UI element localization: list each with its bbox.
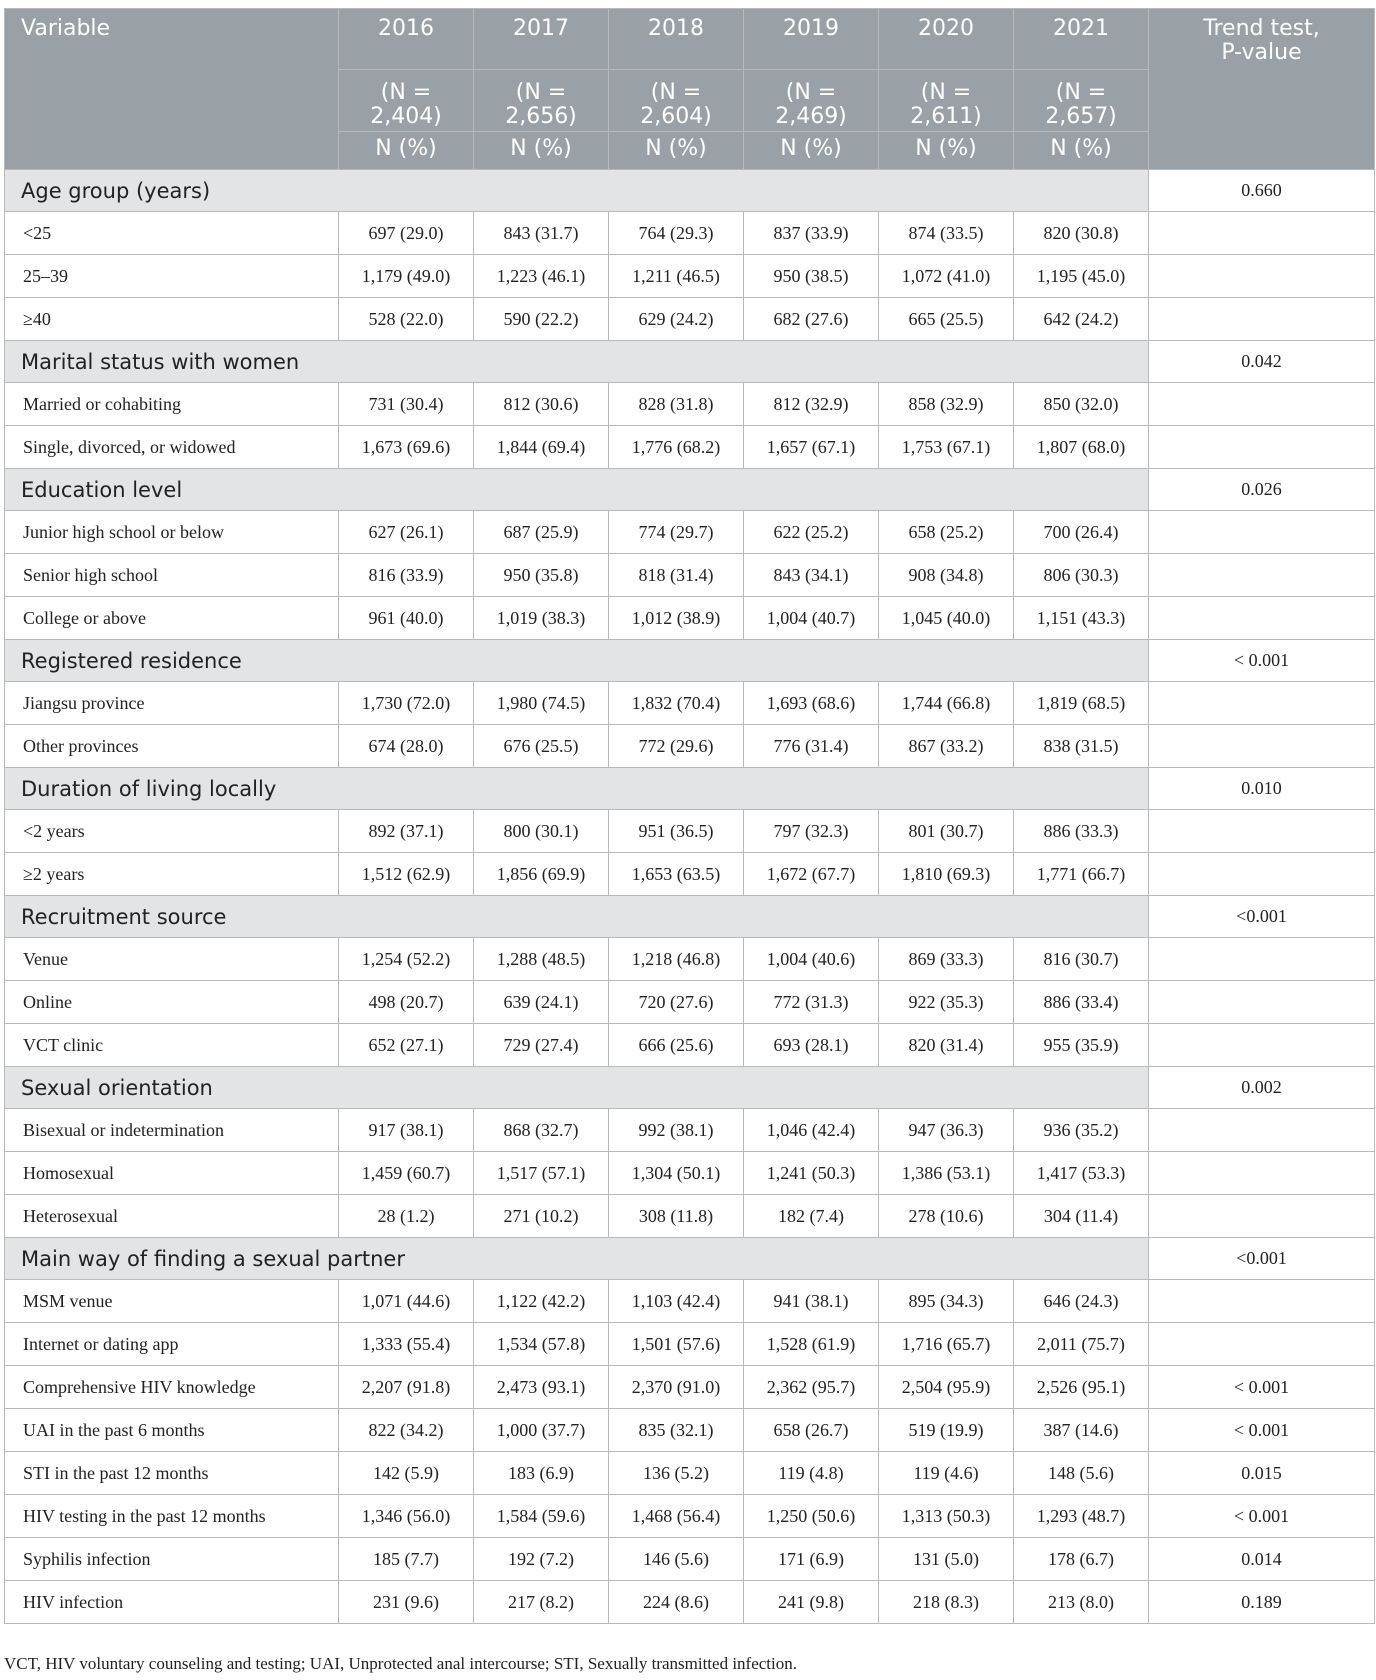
cell-value: 1,716 (65.7): [879, 1323, 1014, 1366]
group-header-row: [5, 170, 1375, 212]
cell-p-value: 0.189: [1149, 1581, 1375, 1624]
cell-value: 1,004 (40.7): [744, 597, 879, 640]
cell-value: 1,346 (56.0): [339, 1495, 474, 1538]
cell-p-value: [1149, 597, 1375, 640]
cell-value: 700 (26.4): [1014, 511, 1149, 554]
cell-value: 806 (30.3): [1014, 554, 1149, 597]
cell-value: 217 (8.2): [474, 1581, 609, 1624]
cell-value: 224 (8.6): [609, 1581, 744, 1624]
cell-value: 837 (33.9): [744, 212, 879, 255]
cell-value: 271 (10.2): [474, 1195, 609, 1238]
table-footnote: VCT, HIV voluntary counseling and testing; UAI, Unprotected anal intercourse; STI, Sexually transmitted infection.: [4, 1654, 797, 1673]
header-year: 2020: [879, 9, 1014, 70]
sample-size-value: 2,656): [505, 104, 577, 129]
header-unit: N (%): [879, 132, 1014, 170]
cell-value: 850 (32.0): [1014, 383, 1149, 426]
cell-value: 1,386 (53.1): [879, 1152, 1014, 1195]
table-row: [5, 1152, 1375, 1195]
cell-value: 951 (36.5): [609, 810, 744, 853]
cell-value: 764 (29.3): [609, 212, 744, 255]
table-row: [5, 1109, 1375, 1152]
cell-value: 1,771 (66.7): [1014, 853, 1149, 896]
cell-value: 992 (38.1): [609, 1109, 744, 1152]
cell-value: 1,459 (60.7): [339, 1152, 474, 1195]
table-row: [5, 426, 1375, 469]
header-sample-size: [339, 70, 474, 132]
group-p-value: 0.660: [1149, 170, 1375, 212]
cell-value: 697 (29.0): [339, 212, 474, 255]
cell-value: 1,019 (38.3): [474, 597, 609, 640]
cell-value: 947 (36.3): [879, 1109, 1014, 1152]
cell-value: 2,504 (95.9): [879, 1366, 1014, 1409]
header-trend-line2: P-value: [1221, 40, 1302, 65]
cell-p-value: < 0.001: [1149, 1409, 1375, 1452]
cell-value: 1,807 (68.0): [1014, 426, 1149, 469]
cell-value: 1,980 (74.5): [474, 682, 609, 725]
cell-value: 1,657 (67.1): [744, 426, 879, 469]
cell-value: 2,526 (95.1): [1014, 1366, 1149, 1409]
cell-value: 1,744 (66.8): [879, 682, 1014, 725]
table-row: [5, 298, 1375, 341]
row-label: Single, divorced, or widowed: [5, 426, 339, 469]
cell-value: 895 (34.3): [879, 1280, 1014, 1323]
cell-p-value: [1149, 853, 1375, 896]
cell-value: 308 (11.8): [609, 1195, 744, 1238]
row-label: Syphilis infection: [5, 1538, 339, 1581]
group-label: Duration of living locally: [5, 768, 1149, 810]
cell-value: 812 (32.9): [744, 383, 879, 426]
group-p-value: 0.002: [1149, 1067, 1375, 1109]
cell-value: 774 (29.7): [609, 511, 744, 554]
cell-value: 818 (31.4): [609, 554, 744, 597]
row-label: VCT clinic: [5, 1024, 339, 1067]
cell-value: 119 (4.6): [879, 1452, 1014, 1495]
header-year: 2018: [609, 9, 744, 70]
cell-value: 142 (5.9): [339, 1452, 474, 1495]
header-unit: N (%): [339, 132, 474, 170]
cell-p-value: [1149, 255, 1375, 298]
table-row: [5, 981, 1375, 1024]
header-variable: Variable: [5, 9, 339, 170]
group-p-value: <0.001: [1149, 1238, 1375, 1280]
cell-value: 955 (35.9): [1014, 1024, 1149, 1067]
cell-value: 1,528 (61.9): [744, 1323, 879, 1366]
cell-value: 1,819 (68.5): [1014, 682, 1149, 725]
group-label: Age group (years): [5, 170, 1149, 212]
sample-size-value: 2,657): [1045, 104, 1117, 129]
cell-value: 1,241 (50.3): [744, 1152, 879, 1195]
row-label: Comprehensive HIV knowledge: [5, 1366, 339, 1409]
table-row: [5, 938, 1375, 981]
table-row: [5, 1195, 1375, 1238]
cell-value: 652 (27.1): [339, 1024, 474, 1067]
cell-value: 772 (31.3): [744, 981, 879, 1024]
cell-value: 28 (1.2): [339, 1195, 474, 1238]
cell-value: 1,672 (67.7): [744, 853, 879, 896]
cell-value: 218 (8.3): [879, 1581, 1014, 1624]
cell-value: 1,012 (38.9): [609, 597, 744, 640]
cell-value: 729 (27.4): [474, 1024, 609, 1067]
cell-value: 1,045 (40.0): [879, 597, 1014, 640]
row-label: Bisexual or indetermination: [5, 1109, 339, 1152]
cell-value: 720 (27.6): [609, 981, 744, 1024]
header-year: 2019: [744, 9, 879, 70]
row-label: ≥40: [5, 298, 339, 341]
row-label: MSM venue: [5, 1280, 339, 1323]
row-label: STI in the past 12 months: [5, 1452, 339, 1495]
row-label: ≥2 years: [5, 853, 339, 896]
cell-value: 622 (25.2): [744, 511, 879, 554]
cell-value: 1,254 (52.2): [339, 938, 474, 981]
cell-value: 146 (5.6): [609, 1538, 744, 1581]
sample-size-value: 2,604): [640, 104, 712, 129]
cell-value: 590 (22.2): [474, 298, 609, 341]
table-row: [5, 853, 1375, 896]
cell-value: 1,313 (50.3): [879, 1495, 1014, 1538]
cell-value: 1,000 (37.7): [474, 1409, 609, 1452]
cell-value: 1,417 (53.3): [1014, 1152, 1149, 1195]
cell-value: 950 (35.8): [474, 554, 609, 597]
sample-size-label: (N =: [1055, 80, 1107, 105]
table-row: [5, 682, 1375, 725]
cell-value: 629 (24.2): [609, 298, 744, 341]
cell-p-value: [1149, 298, 1375, 341]
cell-value: 2,370 (91.0): [609, 1366, 744, 1409]
cell-p-value: [1149, 810, 1375, 853]
cell-value: 1,730 (72.0): [339, 682, 474, 725]
header-year: 2021: [1014, 9, 1149, 70]
table-row: [5, 1452, 1375, 1495]
group-p-value: < 0.001: [1149, 640, 1375, 682]
cell-value: 936 (35.2): [1014, 1109, 1149, 1152]
cell-value: 1,288 (48.5): [474, 938, 609, 981]
table-row: [5, 1366, 1375, 1409]
cell-value: 1,534 (57.8): [474, 1323, 609, 1366]
group-label: Registered residence: [5, 640, 1149, 682]
cell-value: 1,653 (63.5): [609, 853, 744, 896]
cell-value: 278 (10.6): [879, 1195, 1014, 1238]
row-label: <25: [5, 212, 339, 255]
cell-value: 1,856 (69.9): [474, 853, 609, 896]
cell-value: 687 (25.9): [474, 511, 609, 554]
sample-size-label: (N =: [380, 80, 432, 105]
cell-value: 941 (38.1): [744, 1280, 879, 1323]
cell-value: 800 (30.1): [474, 810, 609, 853]
cell-value: 1,211 (46.5): [609, 255, 744, 298]
cell-value: 858 (32.9): [879, 383, 1014, 426]
cell-value: 693 (28.1): [744, 1024, 879, 1067]
row-label: Homosexual: [5, 1152, 339, 1195]
cell-p-value: [1149, 725, 1375, 768]
cell-p-value: < 0.001: [1149, 1366, 1375, 1409]
cell-value: 387 (14.6): [1014, 1409, 1149, 1452]
cell-value: 816 (33.9): [339, 554, 474, 597]
cell-p-value: [1149, 426, 1375, 469]
header-unit: N (%): [1014, 132, 1149, 170]
group-p-value: 0.010: [1149, 768, 1375, 810]
cell-value: 178 (6.7): [1014, 1538, 1149, 1581]
header-year: 2016: [339, 9, 474, 70]
cell-value: 665 (25.5): [879, 298, 1014, 341]
row-label: Other provinces: [5, 725, 339, 768]
row-label: Venue: [5, 938, 339, 981]
row-label: Online: [5, 981, 339, 1024]
cell-value: 1,004 (40.6): [744, 938, 879, 981]
cell-value: 1,218 (46.8): [609, 938, 744, 981]
cell-value: 1,122 (42.2): [474, 1280, 609, 1323]
cell-value: 1,844 (69.4): [474, 426, 609, 469]
cell-value: 1,810 (69.3): [879, 853, 1014, 896]
cell-value: 1,293 (48.7): [1014, 1495, 1149, 1538]
cell-p-value: [1149, 383, 1375, 426]
table-container: [4, 8, 1374, 1624]
table-row: [5, 725, 1375, 768]
cell-value: 1,046 (42.4): [744, 1109, 879, 1152]
cell-value: 2,473 (93.1): [474, 1366, 609, 1409]
cell-value: 676 (25.5): [474, 725, 609, 768]
cell-p-value: [1149, 1109, 1375, 1152]
cell-value: 1,501 (57.6): [609, 1323, 744, 1366]
cell-p-value: [1149, 554, 1375, 597]
group-p-value: 0.042: [1149, 341, 1375, 383]
header-unit: N (%): [474, 132, 609, 170]
cell-value: 182 (7.4): [744, 1195, 879, 1238]
group-label: Recruitment source: [5, 896, 1149, 938]
cell-value: 658 (26.7): [744, 1409, 879, 1452]
cell-value: 213 (8.0): [1014, 1581, 1149, 1624]
table-row: [5, 1024, 1375, 1067]
cell-value: 682 (27.6): [744, 298, 879, 341]
cell-p-value: < 0.001: [1149, 1495, 1375, 1538]
cell-value: 1,103 (42.4): [609, 1280, 744, 1323]
cell-value: 1,333 (55.4): [339, 1323, 474, 1366]
cell-value: 666 (25.6): [609, 1024, 744, 1067]
cell-value: 1,223 (46.1): [474, 255, 609, 298]
cell-value: 642 (24.2): [1014, 298, 1149, 341]
group-header-row: [5, 1067, 1375, 1109]
cell-value: 185 (7.7): [339, 1538, 474, 1581]
cell-value: 119 (4.8): [744, 1452, 879, 1495]
cell-value: 1,693 (68.6): [744, 682, 879, 725]
table-row: [5, 212, 1375, 255]
cell-p-value: [1149, 1280, 1375, 1323]
cell-value: 772 (29.6): [609, 725, 744, 768]
cell-value: 1,517 (57.1): [474, 1152, 609, 1195]
cell-value: 171 (6.9): [744, 1538, 879, 1581]
cell-value: 2,362 (95.7): [744, 1366, 879, 1409]
cell-value: 1,179 (49.0): [339, 255, 474, 298]
sample-size-label: (N =: [515, 80, 567, 105]
cell-value: 1,250 (50.6): [744, 1495, 879, 1538]
header-sample-size: [609, 70, 744, 132]
table-row: [5, 383, 1375, 426]
table-row: [5, 1323, 1375, 1366]
row-label: HIV testing in the past 12 months: [5, 1495, 339, 1538]
cell-p-value: [1149, 1152, 1375, 1195]
cell-value: 816 (30.7): [1014, 938, 1149, 981]
table-row: [5, 1280, 1375, 1323]
cell-p-value: [1149, 981, 1375, 1024]
row-label: Junior high school or below: [5, 511, 339, 554]
group-header-row: [5, 469, 1375, 511]
row-label: College or above: [5, 597, 339, 640]
group-header-row: [5, 640, 1375, 682]
cell-value: 797 (32.3): [744, 810, 879, 853]
cell-value: 131 (5.0): [879, 1538, 1014, 1581]
cell-value: 950 (38.5): [744, 255, 879, 298]
cell-value: 886 (33.4): [1014, 981, 1149, 1024]
row-label: <2 years: [5, 810, 339, 853]
table-row: [5, 597, 1375, 640]
group-p-value: <0.001: [1149, 896, 1375, 938]
cell-value: 136 (5.2): [609, 1452, 744, 1495]
sample-size-value: 2,611): [910, 104, 982, 129]
cell-value: 241 (9.8): [744, 1581, 879, 1624]
cell-value: 843 (34.1): [744, 554, 879, 597]
cell-value: 867 (33.2): [879, 725, 1014, 768]
group-header-row: [5, 341, 1375, 383]
header-sample-size: [879, 70, 1014, 132]
header-year: 2017: [474, 9, 609, 70]
cell-value: 1,673 (69.6): [339, 426, 474, 469]
cell-value: 776 (31.4): [744, 725, 879, 768]
cell-p-value: [1149, 1323, 1375, 1366]
group-p-value: 0.026: [1149, 469, 1375, 511]
group-label: Marital status with women: [5, 341, 1149, 383]
group-header-row: [5, 1238, 1375, 1280]
cell-value: 886 (33.3): [1014, 810, 1149, 853]
table-header: [5, 9, 1375, 170]
row-label: Senior high school: [5, 554, 339, 597]
cell-value: 646 (24.3): [1014, 1280, 1149, 1323]
cell-p-value: [1149, 1195, 1375, 1238]
cell-value: 231 (9.6): [339, 1581, 474, 1624]
cell-value: 1,195 (45.0): [1014, 255, 1149, 298]
cell-value: 658 (25.2): [879, 511, 1014, 554]
cell-value: 627 (26.1): [339, 511, 474, 554]
cell-value: 1,832 (70.4): [609, 682, 744, 725]
cell-value: 1,776 (68.2): [609, 426, 744, 469]
cell-value: 1,072 (41.0): [879, 255, 1014, 298]
cell-p-value: 0.014: [1149, 1538, 1375, 1581]
header-unit: N (%): [609, 132, 744, 170]
group-header-row: [5, 896, 1375, 938]
table-row: [5, 810, 1375, 853]
table-row: [5, 1409, 1375, 1452]
cell-value: 908 (34.8): [879, 554, 1014, 597]
cell-value: 1,512 (62.9): [339, 853, 474, 896]
cell-value: 304 (11.4): [1014, 1195, 1149, 1238]
cell-value: 961 (40.0): [339, 597, 474, 640]
table-row: [5, 511, 1375, 554]
cell-p-value: [1149, 938, 1375, 981]
row-label: Jiangsu province: [5, 682, 339, 725]
cell-value: 1,151 (43.3): [1014, 597, 1149, 640]
cell-value: 843 (31.7): [474, 212, 609, 255]
cell-value: 892 (37.1): [339, 810, 474, 853]
header-trend-test: [1149, 9, 1375, 170]
sample-size-value: 2,469): [775, 104, 847, 129]
sample-size-label: (N =: [920, 80, 972, 105]
row-label: Internet or dating app: [5, 1323, 339, 1366]
data-table: [4, 8, 1375, 1624]
row-label: Heterosexual: [5, 1195, 339, 1238]
cell-p-value: [1149, 212, 1375, 255]
cell-value: 2,207 (91.8): [339, 1366, 474, 1409]
header-unit: N (%): [744, 132, 879, 170]
cell-value: 838 (31.5): [1014, 725, 1149, 768]
sample-size-value: 2,404): [370, 104, 442, 129]
cell-value: 917 (38.1): [339, 1109, 474, 1152]
cell-value: 1,753 (67.1): [879, 426, 1014, 469]
cell-value: 519 (19.9): [879, 1409, 1014, 1452]
row-label: HIV infection: [5, 1581, 339, 1624]
cell-value: 148 (5.6): [1014, 1452, 1149, 1495]
cell-value: 1,584 (59.6): [474, 1495, 609, 1538]
cell-p-value: [1149, 682, 1375, 725]
cell-p-value: [1149, 1024, 1375, 1067]
cell-value: 2,011 (75.7): [1014, 1323, 1149, 1366]
table-row: [5, 1538, 1375, 1581]
cell-value: 835 (32.1): [609, 1409, 744, 1452]
cell-value: 922 (35.3): [879, 981, 1014, 1024]
cell-value: 801 (30.7): [879, 810, 1014, 853]
table-row: [5, 554, 1375, 597]
cell-value: 868 (32.7): [474, 1109, 609, 1152]
table-row: [5, 1495, 1375, 1538]
cell-value: 874 (33.5): [879, 212, 1014, 255]
row-label: Married or cohabiting: [5, 383, 339, 426]
header-sample-size: [474, 70, 609, 132]
table-row: [5, 255, 1375, 298]
header-sample-size: [744, 70, 879, 132]
cell-value: 731 (30.4): [339, 383, 474, 426]
sample-size-label: (N =: [650, 80, 702, 105]
group-label: Sexual orientation: [5, 1067, 1149, 1109]
cell-value: 828 (31.8): [609, 383, 744, 426]
cell-value: 183 (6.9): [474, 1452, 609, 1495]
row-label: UAI in the past 6 months: [5, 1409, 339, 1452]
cell-value: 498 (20.7): [339, 981, 474, 1024]
cell-value: 1,304 (50.1): [609, 1152, 744, 1195]
group-label: Education level: [5, 469, 1149, 511]
table-row: [5, 1581, 1375, 1624]
group-label: Main way of finding a sexual partner: [5, 1238, 1149, 1280]
cell-value: 1,071 (44.6): [339, 1280, 474, 1323]
group-header-row: [5, 768, 1375, 810]
cell-value: 820 (31.4): [879, 1024, 1014, 1067]
cell-p-value: 0.015: [1149, 1452, 1375, 1495]
cell-value: 528 (22.0): [339, 298, 474, 341]
table-body: [5, 170, 1375, 1624]
row-label: 25–39: [5, 255, 339, 298]
header-sample-size: [1014, 70, 1149, 132]
cell-value: 812 (30.6): [474, 383, 609, 426]
cell-value: 192 (7.2): [474, 1538, 609, 1581]
cell-value: 820 (30.8): [1014, 212, 1149, 255]
cell-value: 822 (34.2): [339, 1409, 474, 1452]
cell-value: 639 (24.1): [474, 981, 609, 1024]
sample-size-label: (N =: [785, 80, 837, 105]
cell-value: 1,468 (56.4): [609, 1495, 744, 1538]
cell-value: 674 (28.0): [339, 725, 474, 768]
cell-value: 869 (33.3): [879, 938, 1014, 981]
cell-p-value: [1149, 511, 1375, 554]
header-trend-line1: Trend test,: [1203, 16, 1320, 41]
